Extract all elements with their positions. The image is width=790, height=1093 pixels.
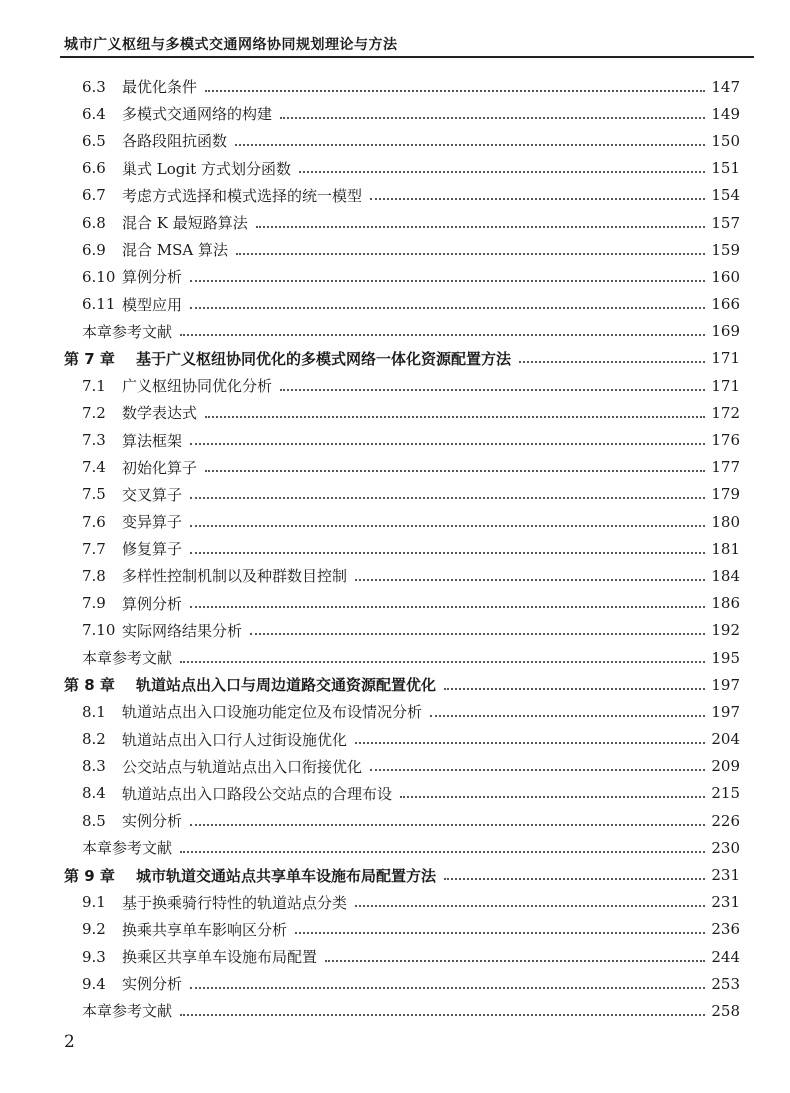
dot-leader (205, 470, 705, 472)
toc-entry-number: 8.5 (82, 811, 106, 830)
toc-entry-title: 轨道站点出入口行人过街设施优化 (122, 730, 348, 749)
toc-section-entry (64, 155, 740, 182)
toc-entry-page: 209 (711, 757, 740, 776)
toc-section-entry (64, 372, 740, 399)
toc-section-entry (64, 753, 740, 780)
toc-entry-number: 7.9 (82, 594, 106, 613)
toc-entry-page: 186 (711, 594, 740, 613)
dot-leader (190, 824, 705, 826)
dot-leader (180, 851, 705, 853)
dot-leader (355, 579, 705, 581)
toc-entry-number: 7.3 (82, 431, 106, 450)
toc-entry-page: 147 (711, 77, 740, 96)
dot-leader (190, 525, 705, 527)
toc-references-entry (64, 997, 740, 1024)
toc-entry-title: 轨道站点出入口设施功能定位及布设情况分析 (122, 703, 423, 722)
toc-entry-page: 177 (711, 458, 740, 477)
dot-leader (190, 987, 705, 989)
toc-entry-page: 151 (711, 159, 740, 178)
toc-entry-title: 考虑方式选择和模式选择的统一模型 (122, 186, 363, 205)
toc-entry-number: 9.2 (82, 920, 106, 939)
toc-entry-page: 192 (711, 621, 740, 640)
toc-entry-title: 换乘共享单车影响区分析 (122, 920, 288, 939)
dot-leader (205, 416, 705, 418)
toc-entry-page: 171 (711, 376, 740, 395)
toc-entry-title: 本章参考文献 (82, 839, 173, 858)
toc-entry-page: 197 (711, 702, 740, 721)
toc-entry-title: 各路段阻抗函数 (122, 132, 228, 151)
toc-entry-title: 算例分析 (122, 594, 183, 613)
dot-leader (190, 280, 705, 282)
dot-leader (444, 688, 705, 690)
dot-leader (235, 144, 705, 146)
toc-section-entry (64, 617, 740, 644)
toc-entry-page: 159 (711, 240, 740, 259)
dot-leader (280, 389, 705, 391)
toc-entry-page: 150 (711, 131, 740, 150)
toc-entry-number: 6.3 (82, 77, 106, 96)
toc-section-entry (64, 481, 740, 508)
dot-leader (400, 796, 705, 798)
toc-entry-title: 混合 K 最短路算法 (122, 214, 248, 233)
toc-entry-number: 7.5 (82, 485, 106, 504)
toc-entry-title: 公交站点与轨道站点出入口衔接优化 (122, 757, 363, 776)
toc-entry-title: 基于广义枢纽协同优化的多模式网络一体化资源配置方法 (136, 349, 512, 368)
toc-section-entry (64, 454, 740, 481)
toc-entry-number: 8.4 (82, 784, 106, 803)
toc-entry-page: 226 (711, 811, 740, 830)
toc-entry-number: 9.3 (82, 947, 106, 966)
toc-entry-page: 157 (711, 213, 740, 232)
toc-entry-number: 9.1 (82, 893, 106, 912)
toc-entry-title: 交叉算子 (122, 485, 183, 504)
dot-leader (355, 742, 705, 744)
dot-leader (180, 334, 705, 336)
page-number: 2 (64, 1032, 75, 1052)
toc-references-entry (64, 318, 740, 345)
toc-entry-page: 176 (711, 431, 740, 450)
toc-entry-title: 算法框架 (122, 431, 183, 450)
toc-section-entry (64, 73, 740, 100)
toc-section-entry (64, 726, 740, 753)
toc-entry-title: 混合 MSA 算法 (122, 241, 229, 260)
dot-leader (190, 443, 705, 445)
toc-section-entry (64, 209, 740, 236)
toc-entry-page: 169 (711, 322, 740, 341)
toc-entry-number: 9.4 (82, 974, 106, 993)
toc-entry-number: 7.6 (82, 512, 106, 531)
toc-entry-title: 最优化条件 (122, 78, 198, 97)
toc-entry-title: 实例分析 (122, 812, 183, 831)
toc-entry-title: 多模式交通网络的构建 (122, 105, 273, 124)
dot-leader (355, 905, 705, 907)
toc-entry-page: 258 (711, 1001, 740, 1020)
dot-leader (250, 633, 705, 635)
toc-section-entry (64, 263, 740, 290)
toc-entry-title: 模型应用 (122, 295, 183, 314)
dot-leader (370, 198, 705, 200)
toc-entry-title: 本章参考文献 (82, 649, 173, 668)
toc-entry-page: 180 (711, 512, 740, 531)
toc-entry-title: 变异算子 (122, 513, 183, 532)
toc-entry-page: 171 (711, 349, 740, 368)
toc-entry-number: 7.10 (82, 621, 116, 640)
toc-entry-number: 7.1 (82, 376, 106, 395)
dot-leader (444, 878, 705, 880)
toc-section-entry (64, 182, 740, 209)
toc-entry-title: 数学表达式 (122, 404, 198, 423)
dot-leader (295, 932, 705, 934)
toc-section-entry (64, 562, 740, 589)
dot-leader (190, 606, 705, 608)
toc-entry-number: 6.5 (82, 131, 106, 150)
dot-leader (325, 960, 705, 962)
toc-section-entry (64, 780, 740, 807)
toc-entry-number: 第 9 章 (64, 866, 115, 885)
dot-leader (299, 171, 705, 173)
toc-entry-page: 230 (711, 838, 740, 857)
toc-entry-number: 6.6 (82, 159, 106, 178)
toc-entry-page: 160 (711, 267, 740, 286)
toc-section-entry (64, 889, 740, 916)
toc-chapter-entry (64, 671, 740, 698)
toc-entry-number: 第 7 章 (64, 349, 115, 368)
toc-section-entry (64, 916, 740, 943)
toc-section-entry (64, 399, 740, 426)
toc-chapter-entry (64, 861, 740, 888)
dot-leader (370, 769, 705, 771)
toc-entry-number: 7.2 (82, 403, 106, 422)
toc-entry-number: 8.2 (82, 730, 106, 749)
dot-leader (280, 117, 705, 119)
toc-entry-number: 6.11 (82, 295, 116, 314)
toc-section-entry (64, 535, 740, 562)
toc-section-entry (64, 426, 740, 453)
dot-leader (519, 361, 705, 363)
toc-entry-title: 算例分析 (122, 268, 183, 287)
toc-entry-page: 166 (711, 295, 740, 314)
toc-entry-title: 实际网络结果分析 (122, 621, 243, 640)
toc-entry-page: 253 (711, 974, 740, 993)
toc-entry-number: 7.4 (82, 458, 106, 477)
toc-entry-title: 轨道站点出入口路段公交站点的合理布设 (122, 784, 393, 803)
toc-entry-page: 172 (711, 403, 740, 422)
toc-entry-title: 基于换乘骑行特性的轨道站点分类 (122, 893, 348, 912)
toc-entry-page: 231 (711, 893, 740, 912)
toc-entry-number: 6.4 (82, 104, 106, 123)
toc-entry-number: 7.7 (82, 539, 106, 558)
toc-section-entry (64, 943, 740, 970)
dot-leader (190, 552, 705, 554)
header-rule (60, 56, 754, 58)
toc-entry-title: 本章参考文献 (82, 1002, 173, 1021)
toc-entry-number: 6.8 (82, 213, 106, 232)
toc-entry-number: 6.9 (82, 240, 106, 259)
toc-entry-title: 巢式 Logit 方式划分函数 (122, 159, 291, 178)
toc-chapter-entry (64, 345, 740, 372)
dot-leader (205, 90, 705, 92)
toc-entry-page: 179 (711, 485, 740, 504)
toc-entry-number: 7.8 (82, 566, 106, 585)
dot-leader (180, 1014, 705, 1016)
toc-entry-title: 城市轨道交通站点共享单车设施布局配置方法 (136, 866, 437, 885)
toc-section-entry (64, 590, 740, 617)
toc-entry-title: 换乘区共享单车设施布局配置 (122, 948, 318, 967)
toc-entry-title: 初始化算子 (122, 458, 198, 477)
toc-section-entry (64, 127, 740, 154)
toc-entry-title: 多样性控制机制以及种群数目控制 (122, 567, 348, 586)
toc-section-entry (64, 970, 740, 997)
toc-section-entry (64, 508, 740, 535)
toc-entry-page: 197 (711, 675, 740, 694)
toc-entry-page: 181 (711, 539, 740, 558)
toc-entry-page: 195 (711, 648, 740, 667)
dot-leader (190, 497, 705, 499)
toc-entry-title: 广义枢纽协同优化分析 (122, 377, 273, 396)
toc-entry-number: 6.7 (82, 186, 106, 205)
toc-section-entry (64, 807, 740, 834)
toc-references-entry (64, 834, 740, 861)
toc-entry-page: 236 (711, 920, 740, 939)
dot-leader (190, 307, 705, 309)
toc-entry-number: 8.1 (82, 702, 106, 721)
toc-section-entry (64, 236, 740, 263)
toc-entry-title: 轨道站点出入口与周边道路交通资源配置优化 (136, 676, 437, 695)
toc-entry-page: 244 (711, 947, 740, 966)
toc-references-entry (64, 644, 740, 671)
toc-entry-page: 154 (711, 186, 740, 205)
toc-section-entry (64, 100, 740, 127)
toc-entry-number: 第 8 章 (64, 676, 115, 695)
toc-entry-number: 6.10 (82, 267, 116, 286)
running-header: 城市广义枢纽与多模式交通网络协同规划理论与方法 (64, 37, 398, 53)
toc-entry-title: 修复算子 (122, 540, 183, 559)
toc-entry-page: 149 (711, 104, 740, 123)
toc-entry-page: 204 (711, 730, 740, 749)
toc-entry-number: 8.3 (82, 757, 106, 776)
toc-section-entry (64, 698, 740, 725)
dot-leader (180, 661, 705, 663)
dot-leader (256, 226, 706, 228)
table-of-contents (64, 73, 740, 1025)
toc-section-entry (64, 291, 740, 318)
dot-leader (236, 253, 705, 255)
toc-entry-page: 215 (711, 784, 740, 803)
toc-entry-page: 231 (711, 866, 740, 885)
toc-entry-title: 实例分析 (122, 975, 183, 994)
toc-entry-title: 本章参考文献 (82, 322, 173, 341)
dot-leader (430, 715, 705, 717)
toc-entry-page: 184 (711, 566, 740, 585)
